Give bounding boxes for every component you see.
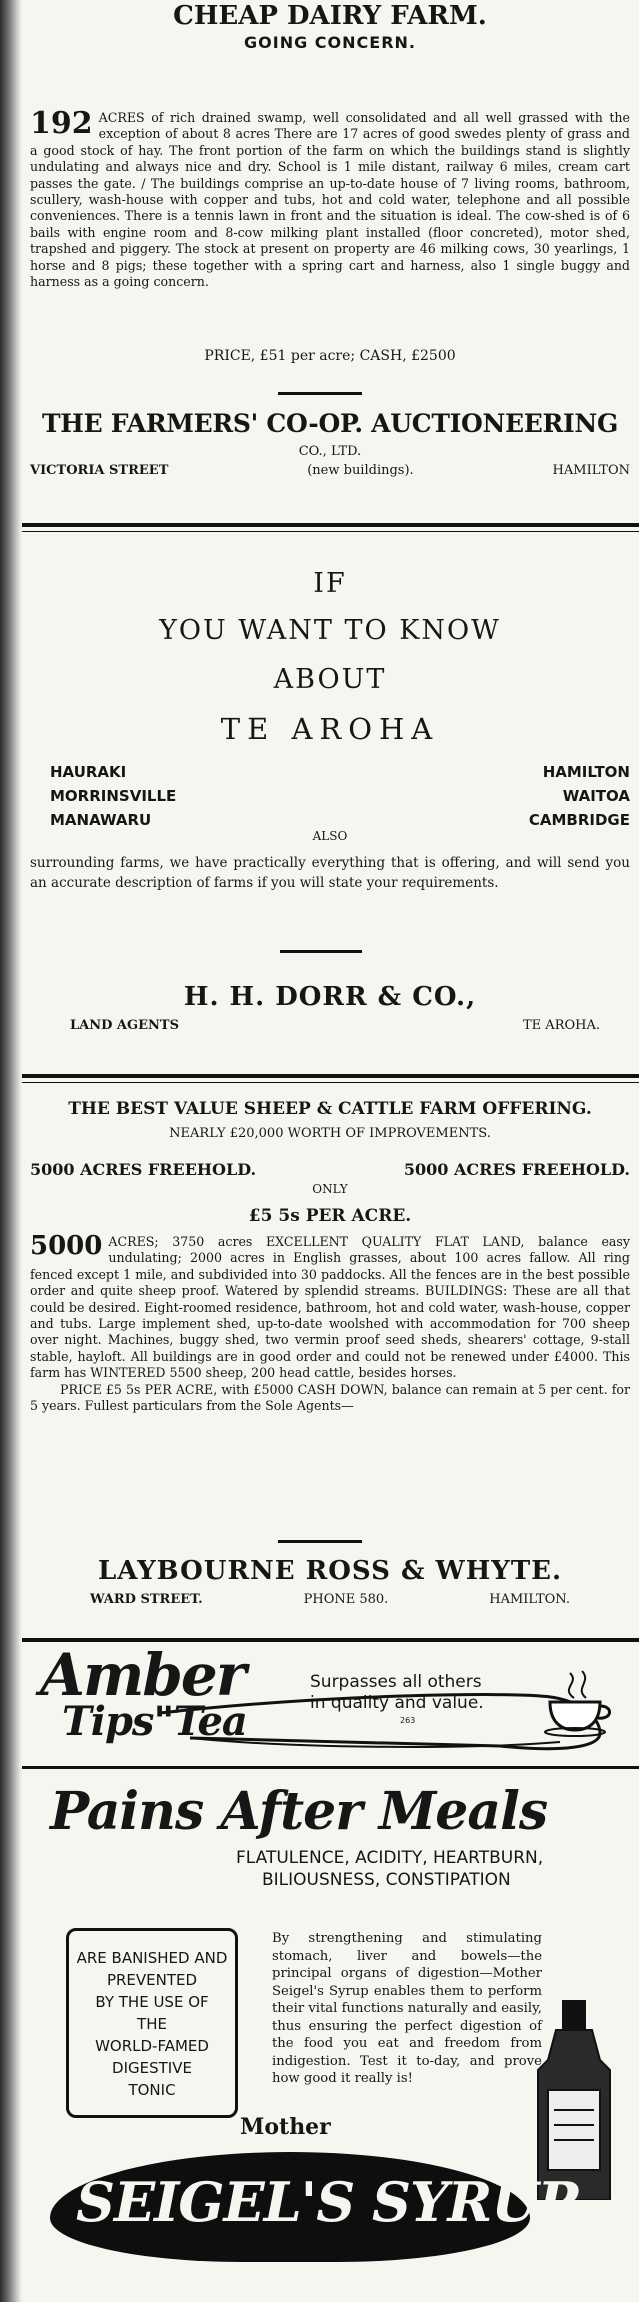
laybourne-town: HAMILTON. [489,1592,570,1607]
box-line-1: ARE BANISHED AND [76,1949,228,1967]
laybourne-lead-number: 5000 [30,1231,103,1261]
laybourne-body [30,1231,630,1414]
amber-brand-2: Tips"Tea [62,1698,247,1745]
laybourne-price-para: PRICE £5 5s PER ACRE, with £5000 CASH DOWN, balance can remain at 5 per cent. for 5 years. Fullest particulars from the Sole Agents— [30,1381,630,1414]
seigel-syrup: SEIGEL'S SYRUP [76,2170,578,2234]
seigel-ad [30,1780,630,2300]
dorr-agents: LAND AGENTS [70,1018,179,1033]
dorr-body: surrounding farms, we have practically everything that is offering, and will send you an accurate description of farms if you will state your requirements. [30,855,630,891]
laybourne-acres-row [30,1160,630,1184]
laybourne-street: WARD STREET. [90,1592,203,1607]
laybourne-phone: PHONE 580. [303,1592,389,1607]
laybourne-signature [30,1556,630,1607]
district-right-2: WAITOA [562,787,630,805]
farmers-name: THE FARMERS' CO-OP. AUCTIONEERING [41,409,619,438]
amber-brand: Amber [40,1641,245,1709]
dorr-town: TE AROHA. [523,1018,600,1033]
box-line-4: THE [137,2015,167,2033]
farmers-sub: CO., LTD. [298,444,362,459]
farmers-coop [30,408,630,478]
seigel-box [66,1928,238,2118]
laybourne-sub: NEARLY £20,000 WORTH OF IMPROVEMENTS. [169,1126,491,1141]
acres-left: 5000 ACRES FREEHOLD. [30,1160,257,1179]
dorr-if: IF [313,568,347,599]
seigel-sub-1: FLATULENCE, ACIDITY, HEARTBURN, [236,1848,544,1868]
dairy-price: PRICE, £51 per acre; CASH, £2500 [204,348,456,364]
dairy-text: ACRES of rich drained swamp, well consolidated and all well grassed with the exception of about 8 acres There are 17 acres of good swedes plenty of grass and a good stock of hay. The front portion of the farm on which the buildings stand is slightly undulating and always nice and dry. School is 1 mile distant, railway 6 miles, cream cart passes the gate. / The buildings comprise an up-to-date house of 7 living rooms, bathroom, scullery, wash-house with copper and tubs, hot and cold water, telephone and all possible conveniences. There is a tennis lawn in front and the situation is ideal. The cow-shed is of 6 bails with engine room and 8-cow milking plant installed (floor concreted), motor shed, trapshed and piggery. The stock at present on property are 46 milking cows, 30 yearlings, 1 horse and 8 pigs; these together with a spring cart and harness, also 1 single buggy and harness as a going concern. [30,110,630,290]
box-line-6: DIGESTIVE [112,2059,192,2077]
dorr-headline [30,562,630,754]
dairy-farm-ad [30,0,630,54]
divider [278,1540,362,1543]
laybourne-only: ONLY [312,1182,348,1196]
amber-slogan-1: Surpasses all others [310,1672,482,1692]
dorr-te-aroha: TE AROHA [220,712,440,746]
dorr-signature [30,982,630,1033]
dairy-title: CHEAP DAIRY FARM. [173,1,487,31]
amber-tea-ad [40,1638,639,1756]
box-line-3: BY THE USE OF [95,1993,209,2011]
seigel-sub-2: BILIOUSNESS, CONSTIPATION [262,1870,511,1890]
box-line-5: WORLD-FAMED [95,2037,209,2055]
teacup-icon [540,1668,620,1738]
district-left-1: HAURAKI [50,763,127,781]
laybourne-title: THE BEST VALUE SHEEP & CATTLE FARM OFFERING. [68,1099,592,1119]
dairy-subtitle: GOING CONCERN. [244,33,416,52]
district-right-1: HAMILTON [542,763,630,781]
amber-slogan-2: in quality and value. [310,1693,484,1713]
section-rule-thin [22,531,639,532]
laybourne-text: ACRES; 3750 acres EXCELLENT QUALITY FLAT LAND, balance easy undulating; 2000 acres in English grasses, about 100 acres fallow. All ring fenced except 1 mile, and subdivided into 30 paddocks. All the fences are in the best possible order and quite sheep proof. Watered by splendid streams. BUILDINGS: These are all that could be desired. Eight-roomed residence, bathroom, hot and cold water, wash-house, copper and tubs. Large implement shed, up-to-date woolshed with accommodation for 700 sheep over night. Machines, buggy shed, two vermin proof seed sheds, shearers' cottage, 9-stall stable, hayloft. All buildings are in good order and could not be renewed under £4000. This farm has WINTERED 5500 sheep, 200 head cattle, besides horses. [30,1234,630,1381]
section-rule [22,1074,639,1078]
divider [280,950,362,953]
dorr-name: H. H. DORR & CO., [183,982,477,1012]
section-rule [22,523,639,527]
dorr-about: ABOUT [273,664,387,695]
seigel-body: By strengthening and stimulating stomach, liver and bowels—the principal organs of digestion—Mother Seigel's Syrup enables them to perform their vital functions naturally and easily, thus ensuring the perfect digestion of the food you eat and freedom from indigestion. Test it to-day, and prove how good it really is! [272,1931,542,2086]
box-line-7: TONIC [128,2081,176,2099]
farmers-town: HAMILTON [552,463,630,478]
page-edge-shadow [0,0,22,2302]
laybourne-name: LAYBOURNE ROSS & WHYTE. [97,1556,563,1586]
dorr-want: YOU WANT TO KNOW [159,615,501,646]
district-right-3: CAMBRIDGE [528,811,630,829]
divider [278,392,362,395]
section-rule-thin [22,1082,639,1083]
dorr-districts [30,760,630,830]
laybourne-head [30,1096,630,1146]
box-line-2: PREVENTED [106,1971,198,1989]
district-left-2: MORRINSVILLE [50,787,177,805]
dairy-body [30,106,630,290]
section-rule [22,1766,639,1769]
acres-right: 5000 ACRES FREEHOLD. [403,1160,630,1179]
district-left-3: MANAWARU [50,811,152,829]
farmers-street: VICTORIA STREET [30,463,169,478]
farmers-note: (new buildings). [307,463,414,478]
dairy-lead-number: 192 [30,106,93,141]
seigel-headline: Pains After Meals [50,1781,548,1842]
amber-code: 263 [400,1716,416,1725]
seigel-mother: Mother [240,2114,331,2140]
laybourne-price-head: £5 5s PER ACRE. [248,1206,412,1226]
dorr-also: ALSO [312,829,348,843]
